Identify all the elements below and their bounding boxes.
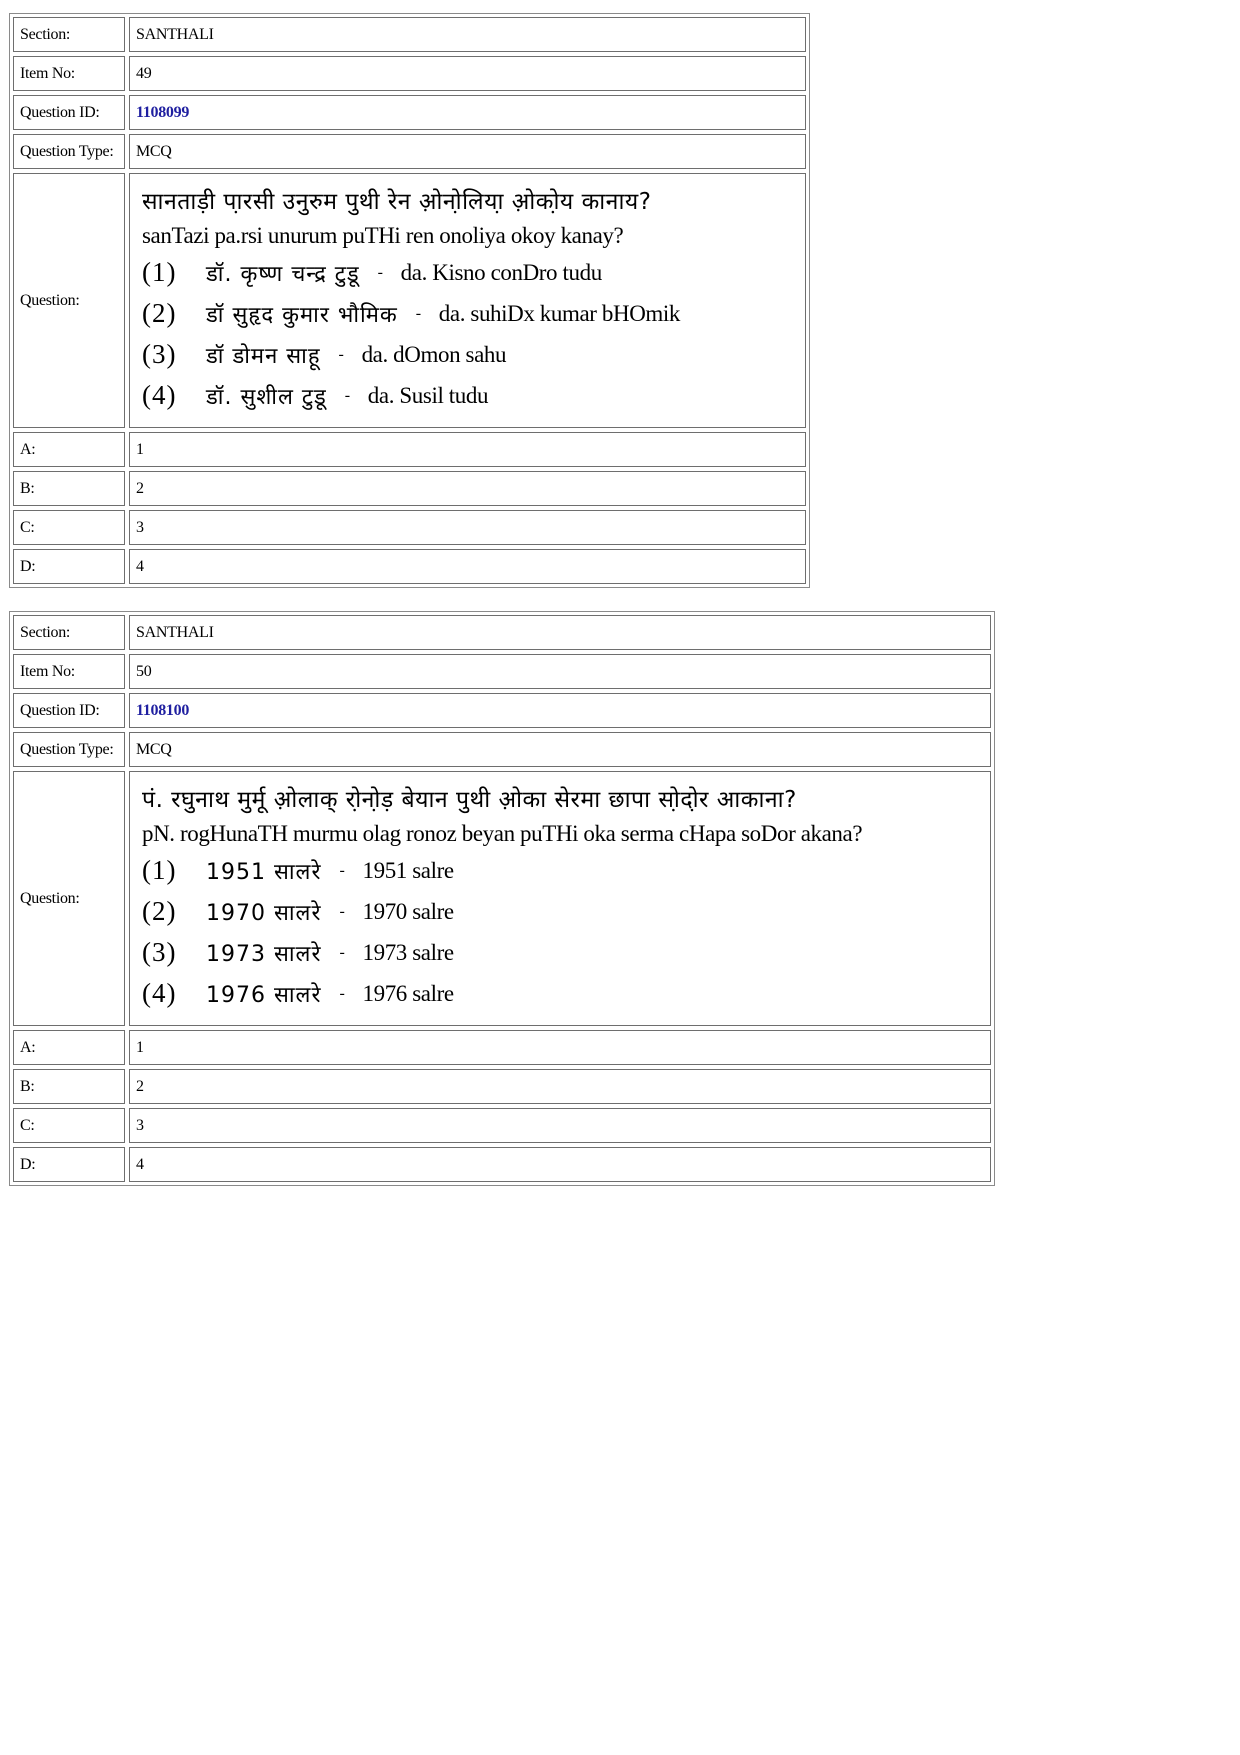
option-text-roman: 1951 salre [362,857,454,883]
question-text-roman: sanTazi pa.rsi unurum puTHi ren onoliya okoy kanay? [142,223,624,248]
option-number: (1) [142,855,177,885]
option-number: (3) [142,937,177,967]
option-text-roman: da. suhiDx kumar bHOmik [438,300,681,326]
question-type-row [13,134,806,169]
section-row [13,17,806,52]
item-no-label: Item No: [13,56,125,91]
option-dash: - [415,304,421,322]
question-label: Question: [13,173,125,428]
option-text-hindi: डॉ. सुशील टुडू [206,384,327,410]
option-text-roman: 1973 salre [362,939,454,965]
option-text-hindi: 1973 सालरे [206,941,322,967]
item-no-row [13,56,806,91]
question-type-label: Question Type: [13,134,125,169]
question-id-value: 1108100 [129,693,991,728]
answer-d-label: D: [13,549,125,584]
option-number: (4) [142,978,177,1008]
section-value: SANTHALI [129,615,991,650]
answer-d-row [13,1147,991,1182]
question-row [13,173,806,428]
option-text-roman: da. Susil tudu [367,382,489,408]
section-value: SANTHALI [129,17,806,52]
option-number: (1) [142,257,177,287]
option-text-roman: 1970 salre [362,898,454,924]
option-2 [142,891,454,932]
answer-a-label: A: [13,1030,125,1065]
question-id-label: Question ID: [13,693,125,728]
question-type-row [13,732,991,767]
question-id-row [13,693,991,728]
answer-a-value: 1 [129,432,806,467]
option-text-hindi: डॉ डोमन साहू [206,343,321,369]
section-row [13,615,991,650]
question-table [9,13,810,588]
question-body [129,173,806,428]
option-text-hindi: डॉ. कृष्ण चन्द्र टुडू [206,261,360,287]
question-label: Question: [13,771,125,1026]
option-dash: - [339,943,345,961]
answer-b-label: B: [13,471,125,506]
answer-b-row [13,471,806,506]
question-id-label: Question ID: [13,95,125,130]
answer-a-row [13,432,806,467]
section-label: Section: [13,17,125,52]
option-number: (3) [142,339,177,369]
option-text-roman: da. Kisno conDro tudu [400,259,602,285]
question-type-value: MCQ [129,732,991,767]
item-no-value: 50 [129,654,991,689]
answer-a-label: A: [13,432,125,467]
answer-b-row [13,1069,991,1104]
answer-c-value: 3 [129,510,806,545]
question-type-value: MCQ [129,134,806,169]
section-label: Section: [13,615,125,650]
option-dash: - [339,984,345,1002]
answer-b-label: B: [13,1069,125,1104]
question-type-label: Question Type: [13,732,125,767]
option-dash: - [339,861,345,879]
option-number: (2) [142,896,177,926]
option-text-hindi: डॉ सुहृद कुमार भौमिक [206,302,398,328]
option-4 [142,973,454,1014]
option-text-roman: 1976 salre [362,980,454,1006]
option-dash: - [338,345,344,363]
answer-d-value: 4 [129,549,806,584]
option-text-hindi: 1951 सालरे [206,859,322,885]
answer-c-value: 3 [129,1108,991,1143]
answer-d-row [13,549,806,584]
item-no-row [13,654,991,689]
answer-d-label: D: [13,1147,125,1182]
option-dash: - [377,263,383,281]
question-body [129,771,991,1026]
option-text-hindi: 1976 सालरे [206,982,322,1008]
answer-c-row [13,510,806,545]
option-3 [142,932,454,973]
answer-d-value: 4 [129,1147,991,1182]
item-no-value: 49 [129,56,806,91]
item-no-label: Item No: [13,654,125,689]
question-text-hindi: पं. रघुनाथ मुर्मू ओ़लाक् रो़नो़ड़ बेयान पुथी ओ़का सेरमा छापा सो़दो़र आकाना? [142,787,797,813]
question-id-value: 1108099 [129,95,806,130]
option-text-hindi: 1970 सालरे [206,900,322,926]
answer-b-value: 2 [129,471,806,506]
question-row [13,771,991,1026]
answer-c-label: C: [13,510,125,545]
answer-a-row [13,1030,991,1065]
option-dash: - [344,386,350,404]
question-table [9,611,995,1186]
question-id-row [13,95,806,130]
option-2 [142,293,680,334]
answer-c-row [13,1108,991,1143]
option-1 [142,252,602,293]
option-text-roman: da. dOmon sahu [361,341,507,367]
option-number: (4) [142,380,177,410]
answer-c-label: C: [13,1108,125,1143]
answer-b-value: 2 [129,1069,991,1104]
option-dash: - [339,902,345,920]
answer-a-value: 1 [129,1030,991,1065]
option-3 [142,334,506,375]
question-text-hindi: सानताड़ी पा़रसी उनुरुम पुथी रेन ओ़नो़लिया़ ओ़को़य कानाय? [142,189,652,215]
option-4 [142,375,488,416]
option-number: (2) [142,298,177,328]
question-text-roman: pN. rogHunaTH murmu olag ronoz beyan puTHi oka serma cHapa soDor akana? [142,821,863,846]
option-1 [142,850,454,891]
